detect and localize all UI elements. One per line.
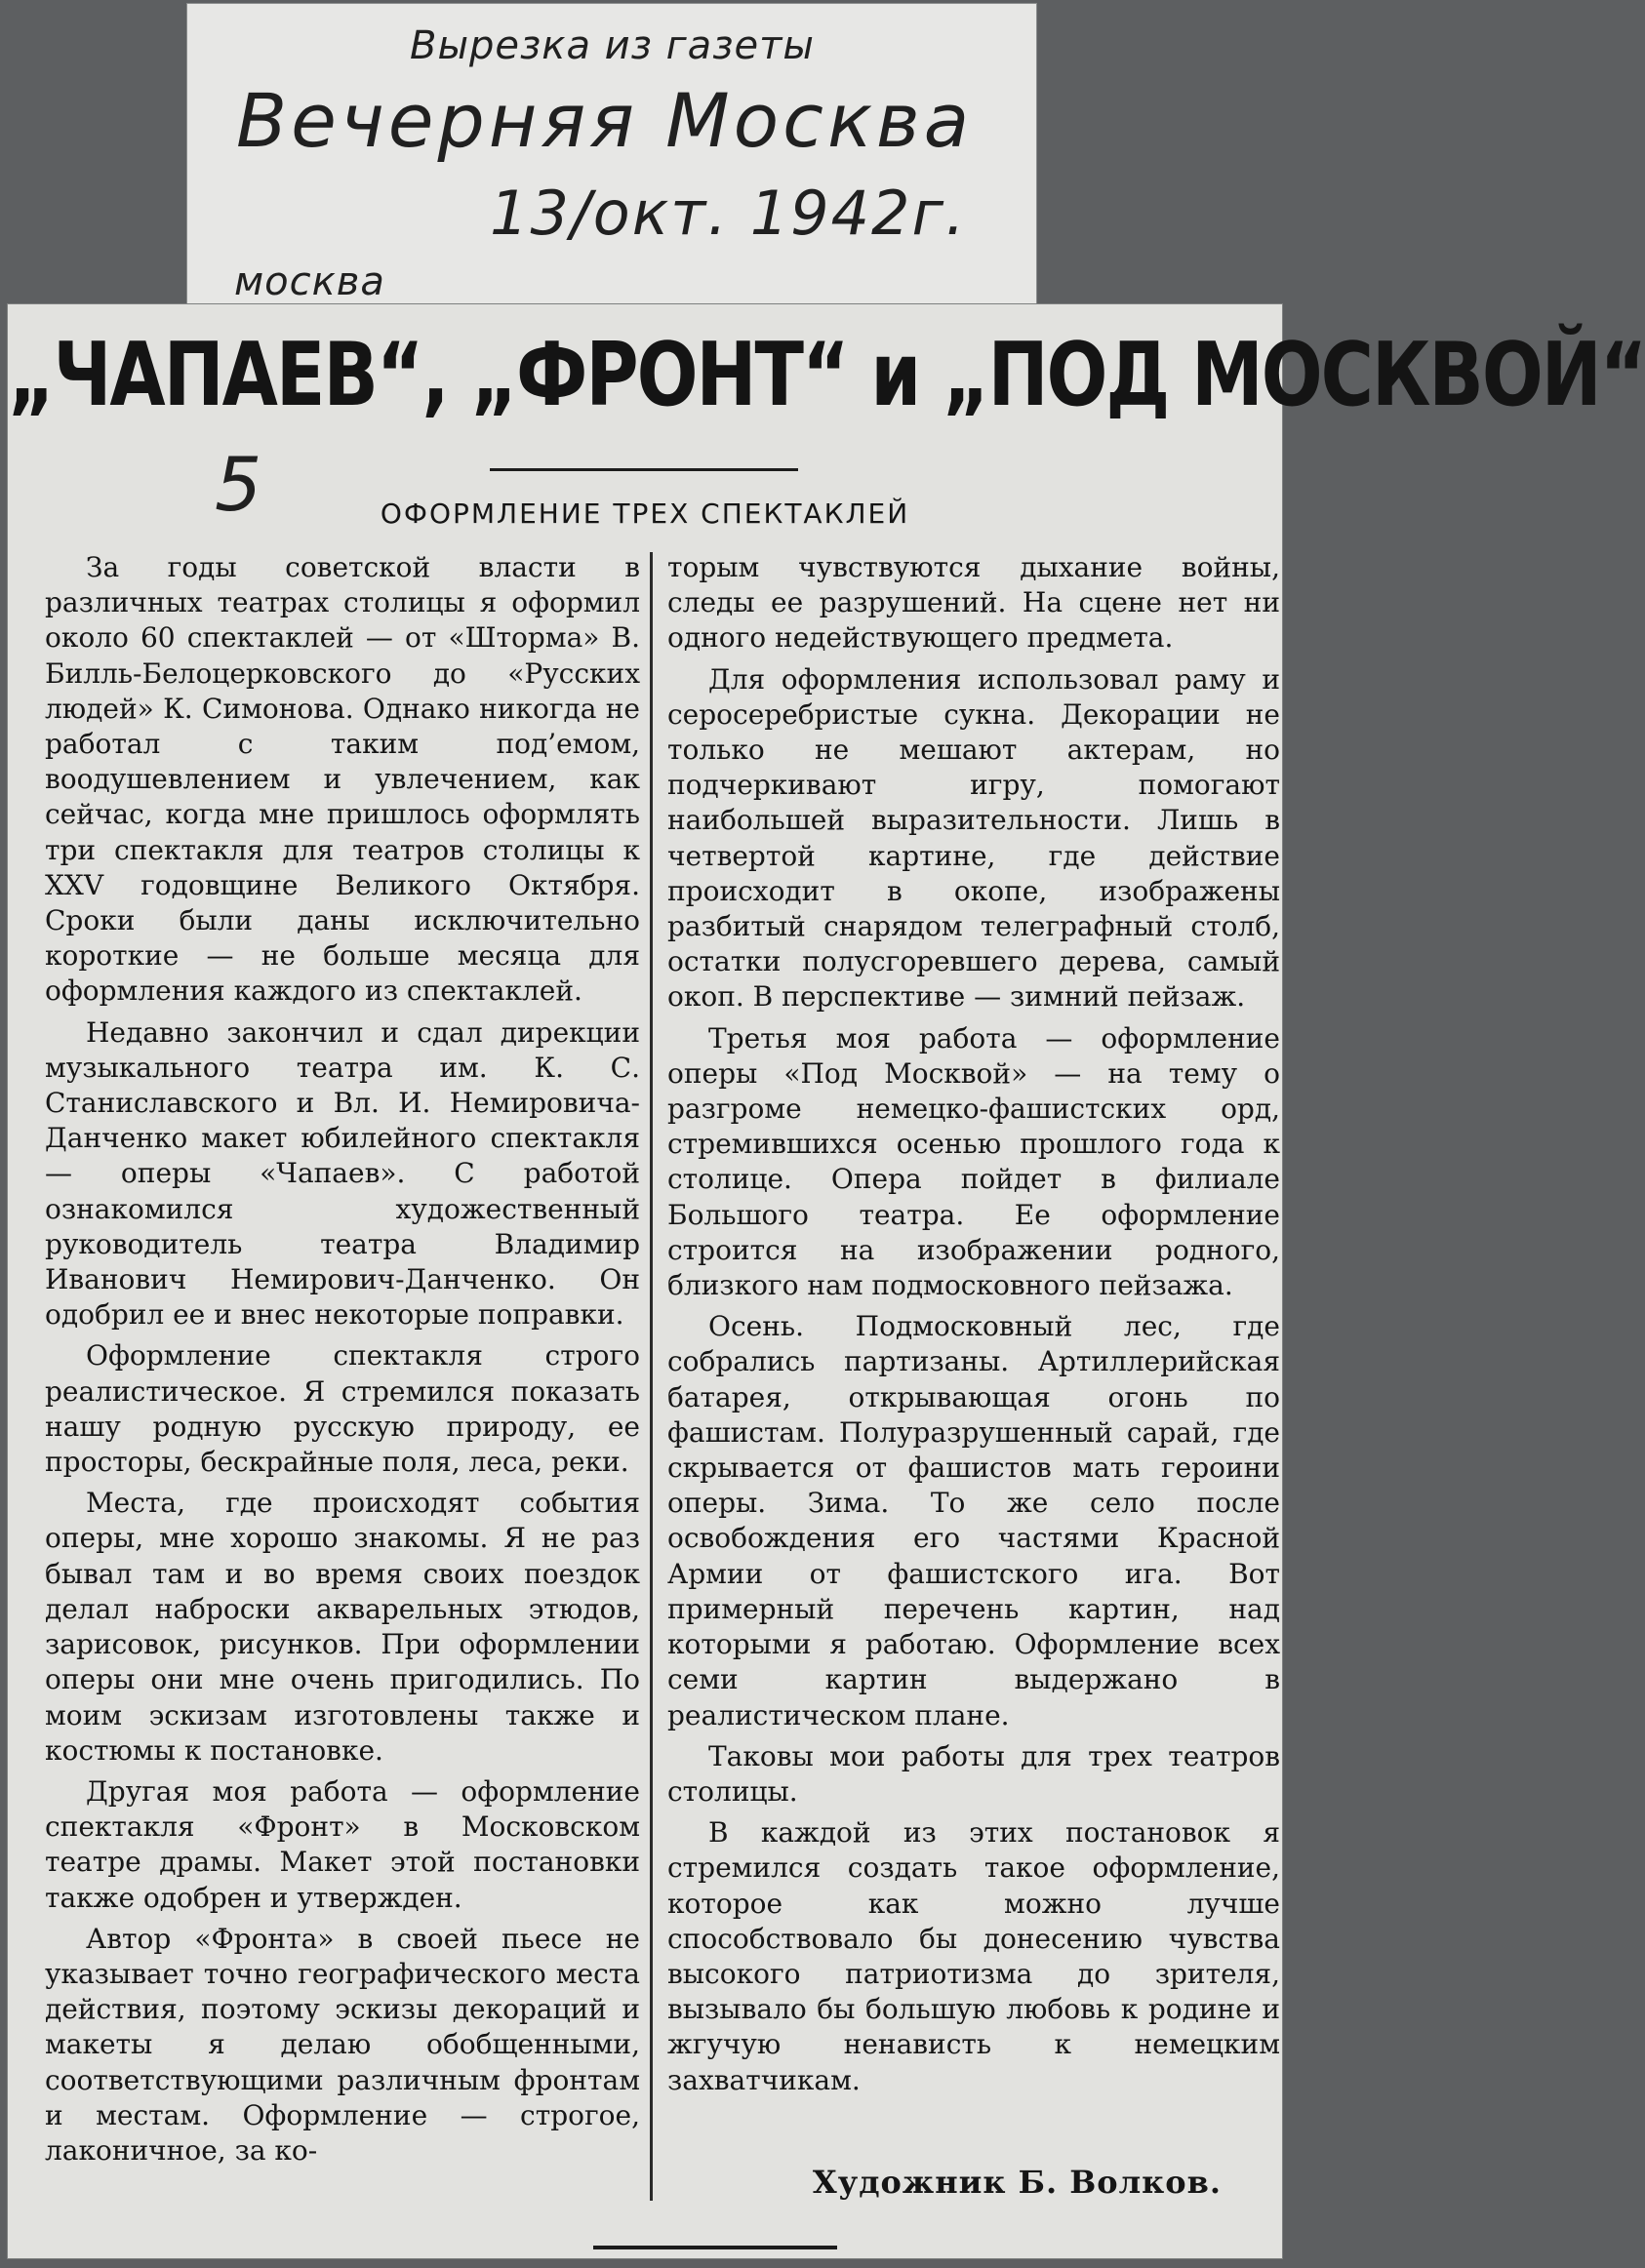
paragraph: Другая моя работа — оформление спектакля «Фронт» в Московском театре драмы. Макет этой постановки также одобрен и утвержден. [45, 1774, 640, 1914]
paragraph: Недавно закончил и сдал дирекции музыкального театра им. К. С. Станиславского и Вл. И. Немировича-Данченко макет юбилейного спектакля — оперы «Чапаев». С работой ознакомился художественный руководитель театра Владимир Иванович Немирович-Данченко. Он одобрил ее и внес некоторые поправки. [45, 1015, 640, 1332]
left-column [45, 550, 640, 2174]
handwritten-number: 5 [215, 441, 262, 528]
label-newspaper-name: Вечерняя Москва [236, 77, 974, 164]
label-city: москва [234, 259, 385, 304]
paragraph: торым чувствуются дыхание войны, следы ее разрушений. На сцене нет ни одного недействующего предмета. [667, 551, 1280, 655]
author-signature: Художник Б. Волков. [812, 2164, 1222, 2201]
label-source-note: Вырезка из газеты [410, 23, 815, 68]
paragraph: Таковы мои работы для трех театров столицы. [667, 1739, 1280, 1808]
paragraph: За годы советской власти в различных театрах столицы я оформил около 60 спектаклей — от «Шторма» В. Билль-Белоцерковского до «Русских людей» К. Симонова. Однако никогда не работал с таким под’емом, воодушевлением и увлечением, как сейчас, когда мне пришлось оформлять три спектакля для театров столицы к XXV годовщине Великого Октября. Сроки были даны исключительно короткие — не больше месяца для оформления каждого из спектаклей. [45, 551, 640, 1008]
label-date: 13/окт. 1942г. [490, 178, 967, 249]
column-divider [650, 552, 653, 2201]
paragraph: Третья моя работа — оформление оперы «Под Москвой» — на тему о разгроме немецко-фашистских орд, стремившихся осенью прошлого года к столице. Опера пойдет в филиале Большого театра. Ее оформление строится на изображении родного, близкого нам подмосковного пейзажа. [667, 1021, 1280, 1302]
right-column [667, 550, 1280, 2104]
headline-rule [490, 468, 798, 471]
bottom-rule [593, 2246, 837, 2249]
article-subheadline: ОФОРМЛЕНИЕ ТРЕХ СПЕКТАКЛЕЙ [380, 497, 910, 530]
article-headline: „ЧАПАЕВ“, „ФРОНТ“ и „ПОД МОСКВОЙ“ [8, 324, 1645, 426]
paragraph: Автор «Фронта» в своей пьесе не указывает точно географического места действия, поэтому эскизы декораций и макеты я делаю обобщенными, соответствующими различным фронтам и местам. Оформление — строгое, лаконичное, за ко- [45, 1922, 640, 2167]
paragraph: Оформление спектакля строго реалистическое. Я стремился показать нашу родную русскую природу, ее просторы, бескрайные поля, леса, реки. [45, 1339, 640, 1479]
paragraph: Осень. Подмосковный лес, где собрались партизаны. Артиллерийская батарея, открывающая огонь по фашистам. Полуразрушенный сарай, где скрывается от фашистов мать героини оперы. Зима. То же село после освобождения его частями Красной Армии от фашистского ига. Вот примерный перечень картин, над которыми я работаю. Оформление всех семи картин выдержано в реалистическом плане. [667, 1310, 1280, 1731]
paragraph: В каждой из этих постановок я стремился создать такое оформление, которое как можно лучше способствовало бы донесению чувства высокого патриотизма до зрителя, вызывало бы большую любовь к родине и жгучую ненависть к немецким захватчикам. [667, 1816, 1280, 2096]
newspaper-clipping [8, 304, 1645, 2258]
clipping-label [187, 4, 1036, 308]
paragraph: Для оформления использовал раму и серосеребристые сукна. Декорации не только не мешают актерам, но подчеркивают игру, помогают наибольшей выразительности. Лишь в четвертой картине, где действие происходит в окопе, изображены разбитый снарядом телеграфный столб, остатки полусгоревшего дерева, самый окоп. В перспективе — зимний пейзаж. [667, 662, 1280, 1014]
paragraph: Места, где происходят события оперы, мне хорошо знакомы. Я не раз бывал там и во время своих поездок делал наброски акварельных этюдов, зарисовок, рисунков. При оформлении оперы они мне очень пригодились. По моим эскизам изготовлены также и костюмы к постановке. [45, 1487, 640, 1767]
